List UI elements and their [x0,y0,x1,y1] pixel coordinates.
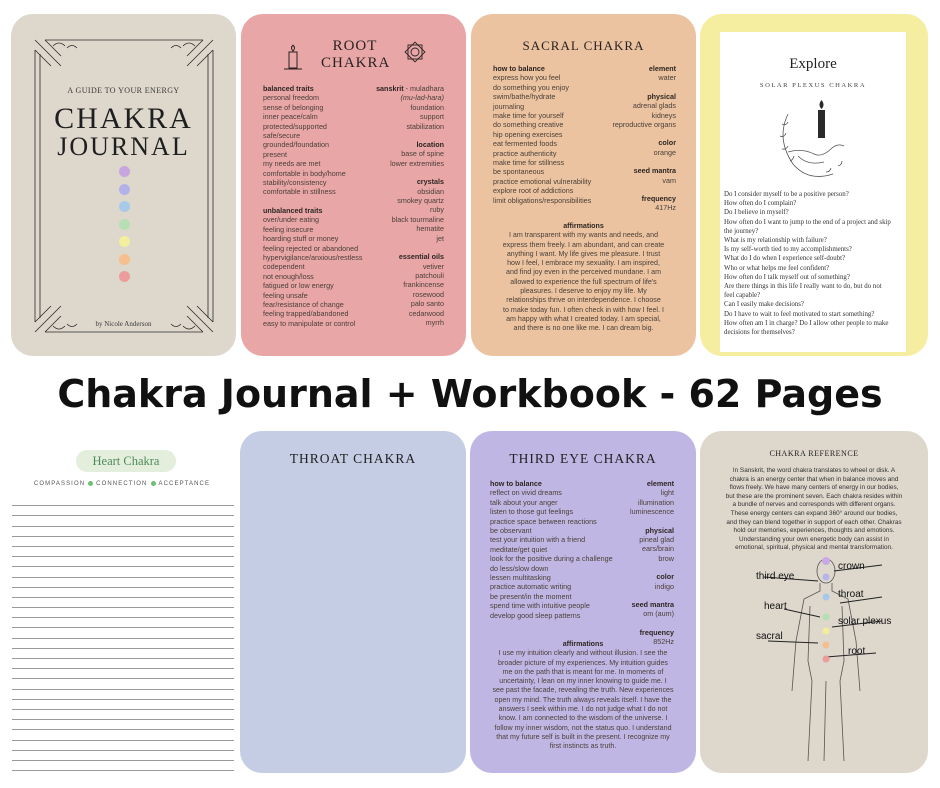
sacral-element-heading: element [648,64,676,73]
explore-solar-plexus-page [700,14,928,356]
list-item: inner peace/calm [263,112,318,122]
journal-line[interactable] [12,720,234,730]
affirmation-line: me on the path that is meant for me. In moments of [502,667,664,676]
paragraph-line: but these are the prominent seven. Each chakra resides within [725,492,903,500]
list-item: smokey quartz [397,196,444,206]
affirmation-line: know. I am connected to the wisdom of the universe. I [498,714,668,723]
question-line: Who or what helps me feel confident? [724,264,830,272]
chakra-dot-icon [119,219,130,230]
affirmation-line: express them freely. I am abundant, and can create [502,240,665,249]
label-crown: crown [838,561,865,572]
question-line: Is my self-worth tied to my accomplishments? [724,246,852,254]
list-item: foundation [410,102,444,112]
list-item: hematite [416,224,444,234]
list-item: not enough/loss [263,271,314,281]
list-item: luminescence [630,507,674,517]
root-chakra-page [241,14,466,356]
question-line: How often do I talk myself out of something? [724,273,850,281]
chakra-reference-page [700,431,928,773]
list-item: hoarding stuff or money [263,234,339,244]
list-item: look for the positive during a challenge [490,554,613,564]
paragraph-line: chakra is an energy center that when in balance moves and [729,475,899,483]
third-eye-physical-list [594,535,674,563]
sacral-mantra: vam [662,175,676,185]
list-item: reproductive organs [612,120,676,130]
explore-sheet [720,32,906,352]
journal-line[interactable] [12,537,234,547]
sacral-frequency-heading: frequency [641,194,676,204]
affirmation-line: open my mind. The truth always reveals itself. I have the [494,695,672,704]
list-item: codependent [263,262,305,272]
journal-line[interactable] [12,679,234,689]
sacral-affirmations-heading: affirmations [563,222,604,230]
journal-line[interactable] [12,700,234,710]
affirmation-line: I am transparent with my wants and needs, and [508,231,659,240]
balanced-heading: balanced traits [263,84,314,93]
list-item: meditate/get quiet [490,544,548,554]
list-item: stabilization [406,121,444,131]
list-item: myrrh [425,317,444,327]
body-chakra-diagram-icon [700,431,928,773]
affirmation-line: and find joy even in the perceived mundane. I am [506,268,661,277]
label-sacral: sacral [756,631,783,642]
journal-line[interactable] [12,516,234,526]
third-eye-color: indigo [654,581,674,591]
list-item: fear/resistance of change [263,299,344,309]
root-symbol-icon [403,40,427,64]
sanskrit-line: sanskrit - muladhara [376,84,444,93]
question-line: Do I consider myself to be a positive person? [724,191,849,198]
list-item: kidneys [651,110,676,120]
affirmation-line: see past the facade, revealing the truth. New experiences [492,686,674,695]
question-line: What is my relationship with failure? [724,237,827,245]
affirmation-line: and there is no one like me. I can dream big. [513,324,654,333]
list-item: listen to those gut feelings [490,507,574,517]
label-heart: heart [764,601,787,612]
sacral-title: SACRAL CHAKRA [522,38,645,53]
paragraph-line: flows freely. We have many centers of energy in our bodies, [729,484,899,492]
sacral-affirmations [481,231,686,333]
third-eye-physical-heading: physical [645,525,674,535]
chakra-dot-icon [119,184,130,195]
green-dot-icon [151,481,156,486]
affirmation-line: allowed to experience the full spectrum of life's [510,277,657,286]
chakra-dot-icon [119,271,130,282]
affirmation-line: answers I seek within me. I do not judge what I do not [498,705,668,714]
list-item: light [660,488,674,498]
list-item: easy to manipulate or control [263,318,356,328]
list-item: develop good sleep patterns [490,610,581,620]
question-line: the journey? [724,227,759,235]
journal-line[interactable] [12,649,234,659]
list-item: jet [436,233,444,243]
heart-values: COMPASSION CONNECTION ACCEPTANCE [33,481,211,488]
question-line: Are there things in this life I really want to do, but do not [724,283,882,291]
sacral-physical-heading: physical [647,91,676,101]
journal-lines[interactable] [12,496,234,771]
list-item: lessen multitasking [490,573,551,583]
list-item: lower extremities [390,158,444,168]
affirmation-line: am happy with what I created today. I am special, [506,314,661,323]
paragraph-line: These energy centers can expand 360° around our bodies, [730,509,898,517]
crystals-list [344,187,444,243]
question-line: How often do I complain? [724,200,797,208]
list-item: limit obligations/responsibilities [493,195,592,205]
reference-title: CHAKRA REFERENCE [769,449,859,458]
third-eye-affirmations-heading: affirmations [562,640,604,648]
list-item: do something you enjoy [493,82,569,92]
journal-line[interactable] [12,578,234,588]
third-eye-frequency-heading: frequency [639,627,674,637]
list-item: feeling trapped/abandoned [263,309,349,319]
journal-line[interactable] [12,567,234,577]
paragraph-line: and they can blend together in support of each other. Chakras [726,518,902,526]
list-item: make time for yourself [493,111,564,121]
list-item: talk about your anger [490,497,558,507]
chakra-dot-icon [119,236,130,247]
list-item: explore root of addictions [493,186,574,196]
list-item: feeling rejected or abandoned [263,243,359,253]
journal-line[interactable] [12,588,234,598]
chakra-color-dots [119,166,131,289]
affirmation-line: that my future self is built in the present. I recognize my [496,732,670,741]
list-item: safe/secure [263,131,301,141]
affirmation-line: first instincts as truth. [549,742,617,751]
chakra-dot-icon [119,166,130,177]
label-root: root [848,646,866,657]
question-line: feel capable? [724,292,761,300]
journal-line[interactable] [12,608,234,618]
list-item: my needs are met [263,159,321,169]
heart-chakra-page [8,444,236,776]
sacral-balance-heading: how to balance [493,64,545,73]
list-item: base of spine [401,149,444,159]
journal-line[interactable] [12,741,234,751]
list-item: black tourmaline [391,214,444,224]
list-item: support [420,112,444,122]
cover-title-line2: JOURNAL [57,132,190,161]
location-list [344,149,444,168]
list-item: brow [658,553,674,563]
affirmation-line: uncertainty, I lean on my inner knowing to guide me. I [499,677,667,686]
affirmation-line: follow my inner wisdom, not the status quo. I understand [494,723,672,732]
journal-line[interactable] [12,669,234,679]
label-third-eye: third eye [756,571,795,582]
journal-line[interactable] [12,628,234,638]
chakra-dot-icon [119,201,130,212]
sacral-mantra-heading: seed mantra [633,166,676,176]
list-item: obsidian [417,186,444,196]
journal-line[interactable] [12,496,234,506]
paragraph-line: In Sanskrit, the word chakra translates to wheel or disk. A [732,467,896,474]
list-item: frankincense [403,280,444,290]
hand-candle-wreath-icon [768,94,858,184]
journal-line[interactable] [12,547,234,557]
sanskrit-meaning [344,103,444,131]
sacral-frequency: 417Hz [655,203,676,213]
third-eye-color-heading: color [656,572,674,582]
list-item: comfortable in body/home [263,168,346,178]
list-item: vetiver [422,261,444,271]
list-item: feeling insecure [263,224,314,234]
cover-subtitle: A GUIDE TO YOUR ENERGY [67,86,180,95]
question-line: Can I easily make decisions? [724,301,804,309]
list-item: do something creative [493,120,564,130]
list-item: patchouli [415,270,444,280]
list-item: reflect on vivid dreams [490,488,562,498]
crystals-heading: crystals [416,177,444,187]
question-line: decisions for themselves? [724,329,795,337]
list-item: practice authenticity [493,148,557,158]
list-item: express how you feel [493,73,561,83]
cover-page [11,14,236,356]
sanskrit-pronunciation: (mu-lad-hara) [400,93,444,103]
list-item: be present/in the moment [490,591,572,601]
product-banner: Chakra Journal + Workbook - 62 Pages [57,372,883,416]
list-item: comfortable in stillness [263,187,336,197]
root-title: ROOT CHAKRA [321,38,391,71]
third-eye-balance-heading: how to balance [490,479,542,488]
affirmation-line: broader picture of my experiences. My intuition guides [498,658,668,667]
list-item: be observant [490,526,532,536]
list-item: palo santo [410,299,444,309]
journal-line[interactable] [12,761,234,771]
list-item: practice automatic writing [490,582,572,592]
list-item: adrenal glads [632,101,676,111]
list-item: rosewood [412,289,444,299]
journal-line[interactable] [12,639,234,649]
list-item: present [263,149,287,159]
cover-title-line1: CHAKRA [54,102,193,135]
list-item: sense of belonging [263,102,324,112]
affirmation-line: pleasures. I deserve to enjoy my life. My [520,287,647,296]
sacral-color-heading: color [658,138,676,148]
journal-line[interactable] [12,690,234,700]
list-item: ruby [430,205,444,215]
journal-line[interactable] [12,618,234,628]
list-item: hip opening exercises [493,129,563,139]
oils-list [344,262,444,328]
sacral-element: water [658,73,676,83]
third-eye-affirmations [476,649,690,751]
list-item: swim/bathe/hydrate [493,92,556,102]
list-item: hypervigilance/anxious/restless [263,252,363,262]
green-dot-icon [88,481,93,486]
heart-title: Heart Chakra [76,450,176,472]
explore-questions [724,190,904,337]
sacral-physical-list [576,101,676,129]
list-item: practice emotional vulnerability [493,176,592,186]
list-item: personal freedom [263,93,319,103]
oils-heading: essential oils [398,252,444,262]
list-item: make time for stillness [493,158,565,168]
affirmation-line: relationships thrive on interdependence. I choose [506,296,661,305]
explore-title: Explore [789,56,837,72]
journal-line[interactable] [12,598,234,608]
paragraph-line: Understanding your own energetic body can assist in [739,535,889,543]
list-item: feeling unsafe [263,290,308,300]
list-item: practice space between reactions [490,516,597,526]
list-item: do less/slow down [490,563,549,573]
unbalanced-heading: unbalanced traits [263,205,323,215]
third-eye-element-list [594,488,674,516]
candle-icon [281,42,305,72]
location-heading: location [416,140,444,150]
list-item: cedarwood [408,308,444,318]
cover-author: by Nicole Anderson [95,320,152,328]
list-item: ears/brain [642,544,674,554]
question-line: How often do I want to jump to the end of a project and skip [724,218,891,226]
third-eye-mantra: om (aum) [643,609,674,619]
label-throat: throat [838,589,864,600]
list-item: be spontaneous [493,167,545,177]
third-eye-frequency: 852Hz [653,637,674,647]
list-item: stability/consistency [263,178,327,188]
explore-subtitle: SOLAR PLEXUS CHAKRA [759,82,867,89]
journal-line[interactable] [12,506,234,516]
list-item: illumination [638,497,674,507]
throat-title: THROAT CHAKRA [289,451,417,466]
question-line: Do I believe in myself? [724,209,789,217]
affirmation-line: how I feel, I embrace my sexuality. I am inspired, [507,259,660,268]
sacral-chakra-page [471,14,696,356]
question-line: How often am I in charge? Do I allow other people to make [724,319,889,327]
third-eye-chakra-page [470,431,696,773]
journal-line[interactable] [12,557,234,567]
question-line: Do I have to wait to feel motivated to start something? [724,310,875,318]
journal-line[interactable] [12,751,234,761]
sacral-color: orange [653,147,676,157]
affirmation-line: to make today fun. I often check in with how I feel. I [503,305,664,314]
list-item: test your intuition with a friend [490,535,586,545]
paragraph-line: hold our memories, experiences, thoughts and emotions. [733,527,895,535]
third-eye-title: THIRD EYE CHAKRA [509,451,657,466]
journal-line[interactable] [12,659,234,669]
list-item: journaling [493,101,525,111]
list-item: fatigued or low energy [263,281,334,291]
list-item: eat fermented foods [493,139,557,149]
chakra-dot-icon [119,254,130,265]
paragraph-line: emotional, spiritual, physical and mental transformation. [735,544,893,552]
journal-line[interactable] [12,730,234,740]
paragraph-line: a bundle of nerves and corresponds with different organs. [732,501,896,509]
affirmation-line: I use my intuition clearly and without illusion. I see the [498,649,668,658]
affirmation-line: anything I want. My life gives me pleasure. I trust [506,249,661,258]
list-item: pineal glad [639,535,674,545]
throat-chakra-page [240,431,466,773]
list-item: grounded/foundation [263,140,329,150]
list-item: over/under eating [263,215,319,225]
journal-line[interactable] [12,710,234,720]
list-item: protected/supported [263,121,327,131]
journal-line[interactable] [12,527,234,537]
third-eye-mantra-heading: seed mantra [631,600,674,610]
list-item: spend time with intuitive people [490,601,590,611]
question-line: What do I do when I experience self-doubt? [724,255,846,263]
label-solar-plexus: solar plexus [838,616,892,627]
third-eye-element-heading: element [646,479,674,488]
